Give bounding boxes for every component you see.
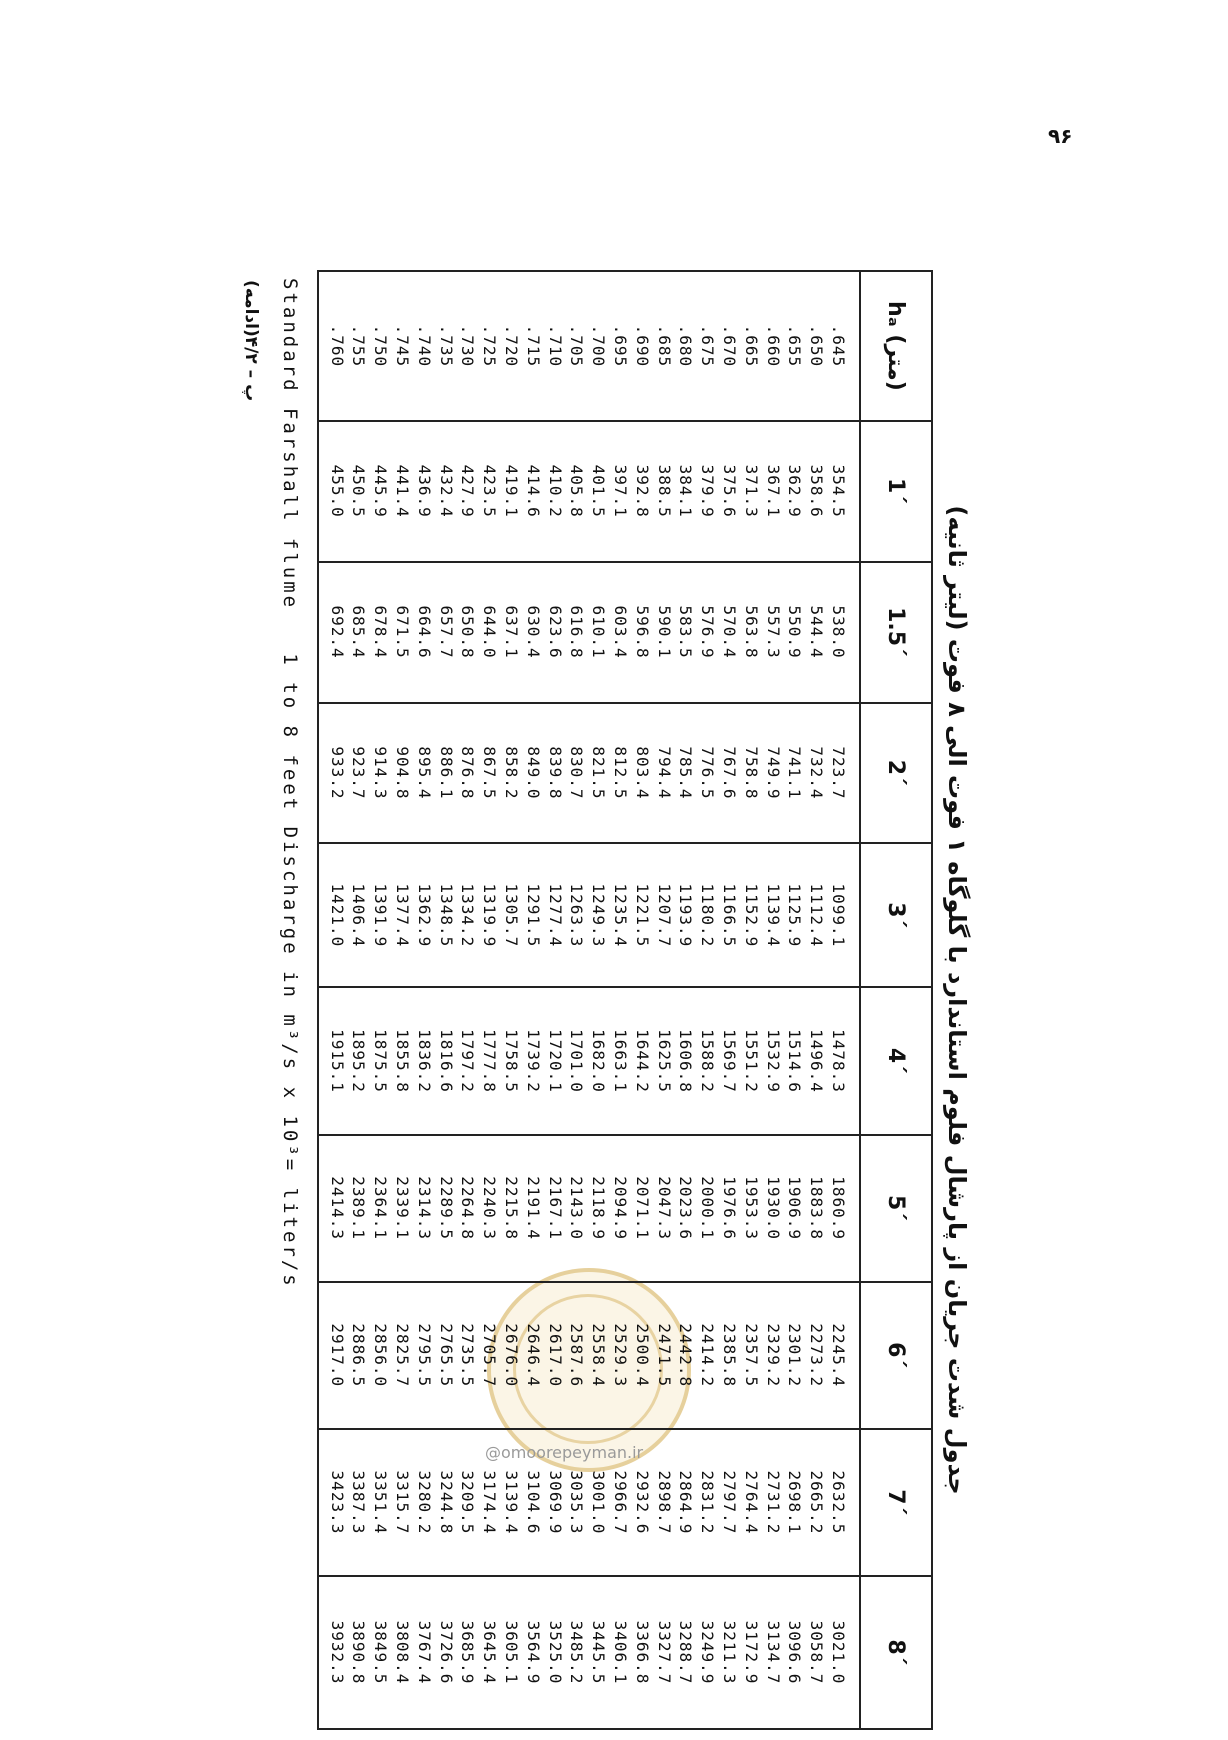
table-cell: 1112.4 xyxy=(807,883,827,948)
table-cell: 1551.2 xyxy=(741,1029,761,1093)
table-cell: 2795.5 xyxy=(414,1323,434,1388)
table-cell: 1855.8 xyxy=(393,1029,413,1093)
table-cell: 2617.0 xyxy=(545,1323,565,1388)
table-cell: 544.4 xyxy=(807,605,827,659)
table-cell: 2047.3 xyxy=(654,1176,674,1241)
table-cell: 3021.0 xyxy=(829,1620,848,1685)
table-cell: 423.5 xyxy=(480,464,500,518)
table-cell: 1362.9 xyxy=(414,883,434,948)
table-cell: 803.4 xyxy=(632,746,652,800)
table-cell: 876.8 xyxy=(458,746,478,800)
table-cell: 1193.9 xyxy=(676,883,696,948)
table-cell: 576.9 xyxy=(698,605,718,659)
table-cell: 590.1 xyxy=(654,605,674,659)
table-cell: 1532.9 xyxy=(763,1029,783,1093)
table-cell: 397.1 xyxy=(611,464,631,518)
table-cell: 557.3 xyxy=(763,605,783,659)
table-cell: .685 xyxy=(654,324,674,368)
table-cell: 1514.6 xyxy=(785,1029,805,1093)
table-cell: 3351.4 xyxy=(371,1470,391,1535)
table-cell: 392.8 xyxy=(632,464,652,518)
watermark-url: @omoorepeyman.ir xyxy=(485,1443,644,1462)
table-cell: 1235.4 xyxy=(611,883,631,948)
table-column xyxy=(319,1429,860,1576)
column-header: 4´ xyxy=(860,987,931,1134)
table-cell: 3605.1 xyxy=(502,1620,522,1685)
table-cell: .710 xyxy=(545,324,565,368)
table-cell: 767.6 xyxy=(720,746,740,800)
table-cell: .675 xyxy=(698,324,718,368)
table-cell: 2917.0 xyxy=(327,1323,347,1388)
table-cell: 2240.3 xyxy=(480,1176,500,1241)
table-cell: 2329.2 xyxy=(763,1323,783,1388)
table-cell: 3890.8 xyxy=(349,1620,369,1685)
table-cell: 1249.3 xyxy=(589,883,609,948)
table-header-row xyxy=(860,272,931,1728)
table-cell: 3288.7 xyxy=(676,1620,696,1685)
table-column xyxy=(319,1576,860,1728)
table-cell: 362.9 xyxy=(785,464,805,518)
table-cell: 550.9 xyxy=(785,605,805,659)
table-cell: .750 xyxy=(371,324,391,368)
table-cell: 3172.9 xyxy=(741,1620,761,1685)
table-cell: 384.1 xyxy=(676,464,696,518)
table-cell: 650.8 xyxy=(458,605,478,659)
table-cell: 3406.1 xyxy=(611,1620,631,1685)
table-cell: 3134.7 xyxy=(763,1620,783,1685)
table-cell: .660 xyxy=(763,324,783,368)
table-cell: 1569.7 xyxy=(720,1029,740,1093)
table-cell: 1930.0 xyxy=(763,1176,783,1241)
table-cell: 1739.2 xyxy=(523,1029,543,1093)
table-cell: 3726.6 xyxy=(436,1620,456,1685)
table-cell: 1797.2 xyxy=(458,1029,478,1093)
table-cell: 1895.2 xyxy=(349,1029,369,1093)
table-cell: 3564.9 xyxy=(523,1620,543,1685)
table-cell: 3808.4 xyxy=(393,1620,413,1685)
table-cell: 2442.8 xyxy=(676,1323,696,1388)
table-cell: 3249.9 xyxy=(698,1620,718,1685)
table-column xyxy=(319,843,860,987)
table-caption: Standard Farshall flume 1 to 8 feet Discharge in m³/s x 10³= liter/s xyxy=(279,278,301,1289)
column-header: 3´ xyxy=(860,843,931,987)
table-cell: 3058.7 xyxy=(807,1620,827,1685)
table-cell: 2765.5 xyxy=(436,1323,456,1388)
table-cell: 445.9 xyxy=(371,464,391,518)
table-cell: 644.0 xyxy=(480,605,500,659)
table-cell: 812.5 xyxy=(611,746,631,800)
table-cell: 3211.3 xyxy=(720,1620,740,1685)
column-header: 2´ xyxy=(860,703,931,844)
table-cell: 436.9 xyxy=(414,464,434,518)
table-cell: 1644.2 xyxy=(632,1029,652,1093)
table-cell: 2289.5 xyxy=(436,1176,456,1241)
table-cell: .680 xyxy=(676,324,696,368)
table-cell: 895.4 xyxy=(414,746,434,800)
table-cell: 1625.5 xyxy=(654,1029,674,1093)
table-cell: 867.5 xyxy=(480,746,500,800)
table-cell: 2314.3 xyxy=(414,1176,434,1241)
table-cell: 1663.1 xyxy=(611,1029,631,1093)
table-cell: 1860.9 xyxy=(829,1176,848,1241)
table-cell: 2932.6 xyxy=(632,1470,652,1535)
table-cell: 1777.8 xyxy=(480,1029,500,1093)
table-cell: 3244.8 xyxy=(436,1470,456,1535)
table-cell: 450.5 xyxy=(349,464,369,518)
table-cell: 538.0 xyxy=(829,605,848,659)
table-cell: 839.8 xyxy=(545,746,565,800)
table-cell: 1606.8 xyxy=(676,1029,696,1093)
table-cell: 2364.1 xyxy=(371,1176,391,1241)
table-cell: 1421.0 xyxy=(327,883,347,948)
table-cell: 2831.2 xyxy=(698,1470,718,1535)
discharge-table xyxy=(319,272,931,1728)
column-header: 8´ xyxy=(860,1576,931,1728)
column-header: 1´ xyxy=(860,421,931,562)
table-cell: 2071.1 xyxy=(632,1176,652,1241)
table-cell: 414.6 xyxy=(523,464,543,518)
table-cell: 623.6 xyxy=(545,605,565,659)
column-header: 1.5´ xyxy=(860,562,931,703)
table-column xyxy=(319,1135,860,1282)
table-cell: 830.7 xyxy=(567,746,587,800)
table-cell: 3209.5 xyxy=(458,1470,478,1535)
table-cell: 914.3 xyxy=(371,746,391,800)
table-cell: 1319.9 xyxy=(480,883,500,948)
table-cell: 2264.8 xyxy=(458,1176,478,1241)
table-cell: 1883.8 xyxy=(807,1176,827,1241)
table-cell: 749.9 xyxy=(763,746,783,800)
table-cell: 2646.4 xyxy=(523,1323,543,1388)
table-cell: 3104.6 xyxy=(523,1470,543,1535)
table-cell: 379.9 xyxy=(698,464,718,518)
table-cell: 1152.9 xyxy=(741,883,761,948)
table-cell: 904.8 xyxy=(393,746,413,800)
table-cell: .700 xyxy=(589,324,609,368)
table-cell: 1478.3 xyxy=(829,1029,848,1093)
table-cell: 3035.3 xyxy=(567,1470,587,1535)
table-cell: .645 xyxy=(829,324,848,368)
table-cell: 723.7 xyxy=(829,746,848,800)
table-cell: 3387.3 xyxy=(349,1470,369,1535)
table-cell: .760 xyxy=(327,324,347,368)
table-cell: 410.2 xyxy=(545,464,565,518)
table-cell: 388.5 xyxy=(654,464,674,518)
table-cell: 2825.7 xyxy=(393,1323,413,1388)
table-cell: 3069.9 xyxy=(545,1470,565,1535)
table-cell: 821.5 xyxy=(589,746,609,800)
table-cell: 583.5 xyxy=(676,605,696,659)
table-column xyxy=(319,562,860,703)
table-cell: 3932.3 xyxy=(327,1620,347,1685)
discharge-table-frame xyxy=(317,270,933,1730)
table-cell: .720 xyxy=(502,324,522,368)
table-cell: 3315.7 xyxy=(393,1470,413,1535)
table-cell: 367.1 xyxy=(763,464,783,518)
table-cell: 858.2 xyxy=(502,746,522,800)
table-cell: 1906.9 xyxy=(785,1176,805,1241)
table-cell: 1391.9 xyxy=(371,883,391,948)
table-cell: .735 xyxy=(436,324,456,368)
table-cell: 1915.1 xyxy=(327,1029,347,1093)
table-cell: 2094.9 xyxy=(611,1176,631,1241)
table-cell: 1701.0 xyxy=(567,1029,587,1093)
table-cell: 785.4 xyxy=(676,746,696,800)
table-cell: 1277.4 xyxy=(545,883,565,948)
table-cell: 1836.2 xyxy=(414,1029,434,1093)
table-cell: 2143.0 xyxy=(567,1176,587,1241)
table-cell: 2558.4 xyxy=(589,1323,609,1388)
table-cell: 923.7 xyxy=(349,746,369,800)
table-cell: 3139.4 xyxy=(502,1470,522,1535)
table-cell: 603.4 xyxy=(611,605,631,659)
table-cell: 1377.4 xyxy=(393,883,413,948)
table-cell: 732.4 xyxy=(807,746,827,800)
table-cell: 3174.4 xyxy=(480,1470,500,1535)
table-cell: 419.1 xyxy=(502,464,522,518)
table-cell: 1348.5 xyxy=(436,883,456,948)
table-cell: 776.5 xyxy=(698,746,718,800)
table-cell: 2898.7 xyxy=(654,1470,674,1535)
table-cell: .670 xyxy=(720,324,740,368)
table-footnote: پ – ۴/۲(ادامه) xyxy=(241,280,261,402)
table-cell: 3525.0 xyxy=(545,1620,565,1685)
table-cell: 401.5 xyxy=(589,464,609,518)
table-cell: 3280.2 xyxy=(414,1470,434,1535)
table-cell: 2301.2 xyxy=(785,1323,805,1388)
table-cell: 1588.2 xyxy=(698,1029,718,1093)
table-cell: 1496.4 xyxy=(807,1029,827,1093)
table-cell: 2471.5 xyxy=(654,1323,674,1388)
table-cell: 3849.5 xyxy=(371,1620,391,1685)
table-cell: 2339.1 xyxy=(393,1176,413,1241)
table-cell: 1976.6 xyxy=(720,1176,740,1241)
table-cell: 1291.5 xyxy=(523,883,543,948)
table-cell: 2698.1 xyxy=(785,1470,805,1535)
table-cell: 375.6 xyxy=(720,464,740,518)
table-cell: 630.4 xyxy=(523,605,543,659)
table-cell: 758.8 xyxy=(741,746,761,800)
table-cell: 2245.4 xyxy=(829,1323,848,1388)
table-cell: 2389.1 xyxy=(349,1176,369,1241)
table-cell: 2764.4 xyxy=(741,1470,761,1535)
table-cell: .655 xyxy=(785,324,805,368)
table-cell: 685.4 xyxy=(349,605,369,659)
table-cell: 1720.1 xyxy=(545,1029,565,1093)
table-cell: 1305.7 xyxy=(502,883,522,948)
table-cell: 1953.3 xyxy=(741,1176,761,1241)
table-cell: .665 xyxy=(741,324,761,368)
table-column xyxy=(319,703,860,844)
table-cell: 1125.9 xyxy=(785,883,805,948)
table-column xyxy=(319,1282,860,1429)
table-cell: 741.1 xyxy=(785,746,805,800)
column-header: hₐ (متر) xyxy=(860,272,931,421)
table-cell: 2273.2 xyxy=(807,1323,827,1388)
table-cell: 1682.0 xyxy=(589,1029,609,1093)
table-cell: 2000.1 xyxy=(698,1176,718,1241)
table-cell: 1758.5 xyxy=(502,1029,522,1093)
table-cell: 2414.2 xyxy=(698,1323,718,1388)
table-cell: 2385.8 xyxy=(720,1323,740,1388)
table-cell: .695 xyxy=(611,324,631,368)
table-cell: .725 xyxy=(480,324,500,368)
table-cell: .650 xyxy=(807,324,827,368)
table-cell: 2500.4 xyxy=(632,1323,652,1388)
table-cell: 371.3 xyxy=(741,464,761,518)
column-header: 5´ xyxy=(860,1135,931,1282)
table-cell: 2414.3 xyxy=(327,1176,347,1241)
rotated-table-block xyxy=(233,270,973,1730)
table-cell: 1406.4 xyxy=(349,883,369,948)
table-cell: 692.4 xyxy=(327,605,347,659)
table-column xyxy=(319,421,860,562)
table-cell: 563.8 xyxy=(741,605,761,659)
table-cell: 2023.6 xyxy=(676,1176,696,1241)
table-cell: .730 xyxy=(458,324,478,368)
table-cell: 3423.3 xyxy=(327,1470,347,1535)
table-column xyxy=(319,987,860,1134)
column-header: 6´ xyxy=(860,1282,931,1429)
table-cell: 671.5 xyxy=(393,605,413,659)
table-cell: 637.1 xyxy=(502,605,522,659)
table-cell: 664.6 xyxy=(414,605,434,659)
table-cell: 1180.2 xyxy=(698,883,718,948)
table-cell: 3001.0 xyxy=(589,1470,609,1535)
table-cell: 3445.5 xyxy=(589,1620,609,1685)
table-cell: .740 xyxy=(414,324,434,368)
table-cell: 405.8 xyxy=(567,464,587,518)
table-cell: 1263.3 xyxy=(567,883,587,948)
table-cell: 2632.5 xyxy=(829,1470,848,1535)
table-cell: 3767.4 xyxy=(414,1620,434,1685)
table-cell: 596.8 xyxy=(632,605,652,659)
table-cell: 3096.6 xyxy=(785,1620,805,1685)
table-cell: 1816.6 xyxy=(436,1029,456,1093)
table-cell: 657.7 xyxy=(436,605,456,659)
table-cell: 2676.0 xyxy=(502,1323,522,1388)
table-cell: 1875.5 xyxy=(371,1029,391,1093)
table-cell: 2357.5 xyxy=(741,1323,761,1388)
table-cell: 2215.8 xyxy=(502,1176,522,1241)
table-cell: 2864.9 xyxy=(676,1470,696,1535)
table-cell: .755 xyxy=(349,324,369,368)
table-cell: 1166.5 xyxy=(720,883,740,948)
table-cell: 616.8 xyxy=(567,605,587,659)
table-cell: 933.2 xyxy=(327,746,347,800)
table-cell: 3327.7 xyxy=(654,1620,674,1685)
table-cell: 2167.1 xyxy=(545,1176,565,1241)
table-cell: 1334.2 xyxy=(458,883,478,948)
table-body-row xyxy=(319,272,860,1728)
table-cell: 427.9 xyxy=(458,464,478,518)
table-cell: 354.5 xyxy=(829,464,848,518)
table-cell: 455.0 xyxy=(327,464,347,518)
page-number: ۹۶ xyxy=(1048,124,1073,148)
table-cell: 1099.1 xyxy=(829,883,848,948)
table-cell: .715 xyxy=(523,324,543,368)
table-cell: .745 xyxy=(393,324,413,368)
table-cell: 794.4 xyxy=(654,746,674,800)
table-cell: 2705.7 xyxy=(480,1323,500,1388)
table-cell: 2191.4 xyxy=(523,1176,543,1241)
table-cell: 3685.9 xyxy=(458,1620,478,1685)
table-cell: 886.1 xyxy=(436,746,456,800)
table-cell: 1139.4 xyxy=(763,883,783,948)
table-cell: 2966.7 xyxy=(611,1470,631,1535)
table-cell: 2118.9 xyxy=(589,1176,609,1241)
table-cell: 1221.5 xyxy=(632,883,652,948)
table-cell: 2797.7 xyxy=(720,1470,740,1535)
table-cell: 2856.0 xyxy=(371,1323,391,1388)
table-cell: 849.0 xyxy=(523,746,543,800)
table-cell: 678.4 xyxy=(371,605,391,659)
table-cell: 432.4 xyxy=(436,464,456,518)
table-cell: 2587.6 xyxy=(567,1323,587,1388)
table-cell: 3366.8 xyxy=(632,1620,652,1685)
table-cell: 1207.7 xyxy=(654,883,674,948)
table-cell: 2886.5 xyxy=(349,1323,369,1388)
table-cell: 2735.5 xyxy=(458,1323,478,1388)
column-header: 7´ xyxy=(860,1429,931,1576)
table-cell: .690 xyxy=(632,324,652,368)
table-cell: 441.4 xyxy=(393,464,413,518)
table-title: جدول شدت جریان از پارشال فلوم استاندارد با گلوگاه ۱ فوت الی ۸ فوت (لیتر ثانیه) xyxy=(943,505,971,1495)
table-cell: 2665.2 xyxy=(807,1470,827,1535)
table-cell: 2731.2 xyxy=(763,1470,783,1535)
table-column xyxy=(319,272,860,421)
table-cell: 358.6 xyxy=(807,464,827,518)
table-cell: 610.1 xyxy=(589,605,609,659)
table-cell: 2529.3 xyxy=(611,1323,631,1388)
table-cell: .705 xyxy=(567,324,587,368)
table-cell: 570.4 xyxy=(720,605,740,659)
table-cell: 3485.2 xyxy=(567,1620,587,1685)
table-cell: 3645.4 xyxy=(480,1620,500,1685)
